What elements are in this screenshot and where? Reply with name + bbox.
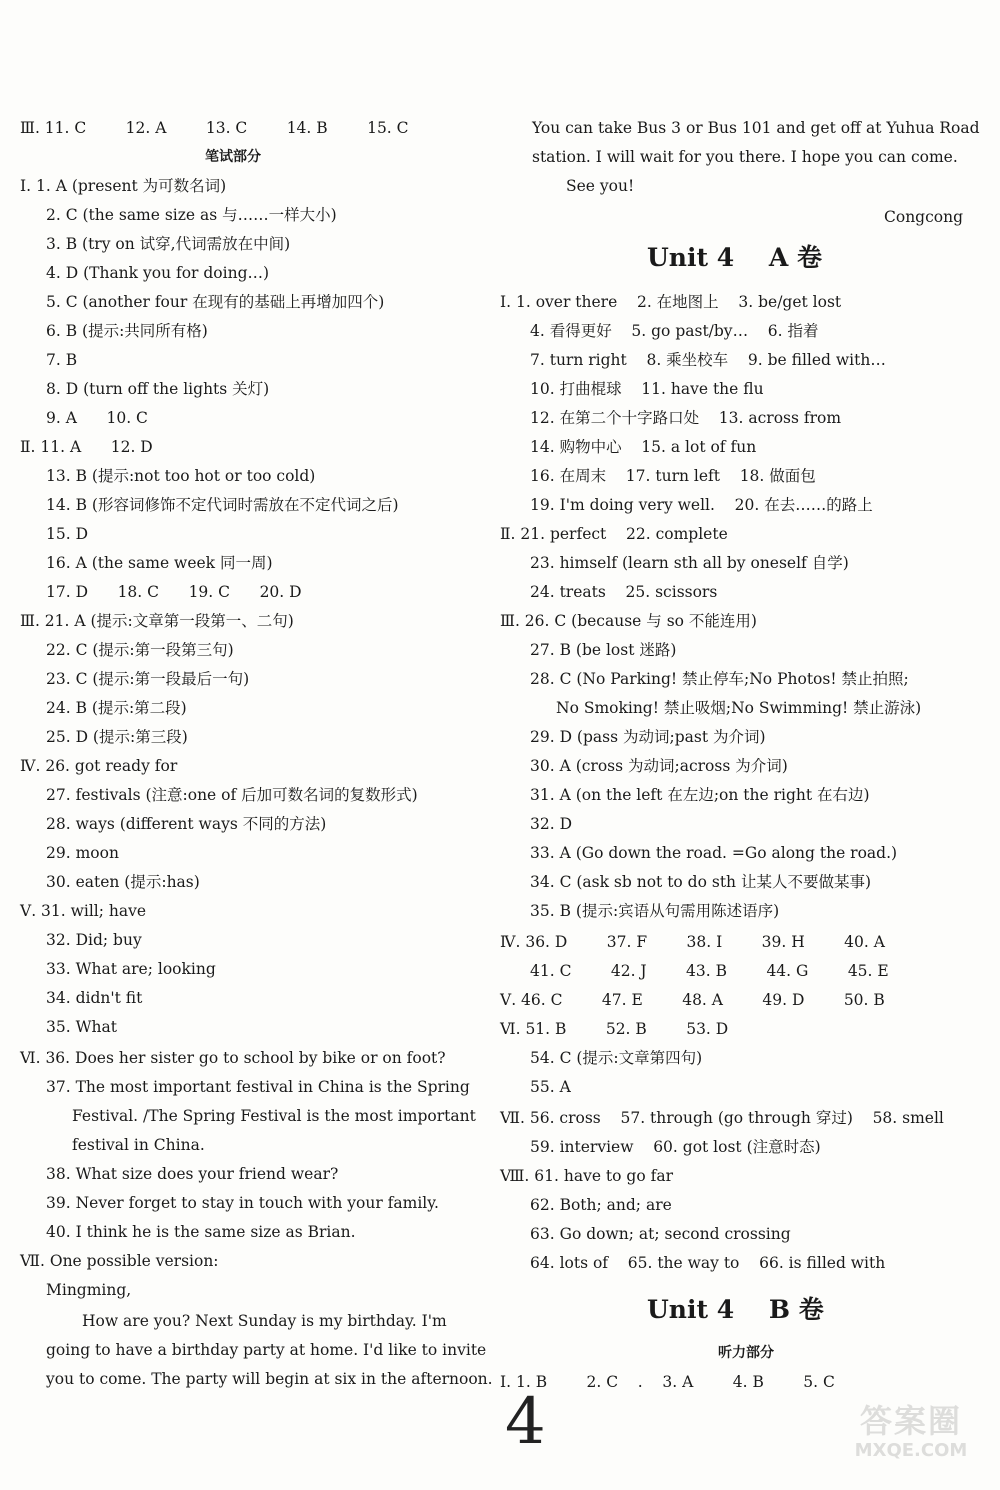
answer-line: 3. B (try on 试穿,代词需放在中间) <box>46 235 291 253</box>
answer-line: 28. C (No Parking! 禁止停车;No Photos! 禁止拍照; <box>530 670 909 688</box>
watermark-url: MXQE.COM <box>854 1440 968 1461</box>
unit-heading: Unit 4 B 卷 <box>647 1295 824 1324</box>
answer-line: 4. D (Thank you for doing…) <box>46 264 270 282</box>
answer-line: How are you? Next Sunday is my birthday. I'm <box>82 1312 447 1330</box>
answer-line: Ⅴ. 31. will; have <box>20 902 147 920</box>
answer-line: 27. festivals (注意:one of 后加可数名词的复数形式) <box>46 786 418 804</box>
answer-line: Ⅱ. 11. A 12. D <box>20 438 153 456</box>
answer-line: 10. 打曲棍球 11. have the flu <box>530 380 764 398</box>
answer-line: 12. 在第二个十字路口处 13. across from <box>530 409 842 427</box>
answer-line: 4. 看得更好 5. go past/by… 6. 指着 <box>530 322 819 340</box>
answer-line: Ⅷ. 61. have to go far <box>500 1167 673 1185</box>
answer-line: Ⅵ. 51. B 52. B 53. D <box>500 1020 729 1038</box>
answer-line: 35. B (提示:宾语从句需用陈述语序) <box>530 902 780 920</box>
answer-line: Ⅲ. 26. C (because 与 so 不能连用) <box>500 612 757 630</box>
answer-line: Ⅶ. One possible version: <box>20 1252 219 1270</box>
answer-line: Ⅶ. 56. cross 57. through (go through 穿过) 58. smell <box>500 1109 944 1127</box>
answer-line: Ⅲ. 21. A (提示:文章第一段第一、二句) <box>20 612 294 630</box>
answer-line: 5. C (another four 在现有的基础上再增加四个) <box>46 293 385 311</box>
answer-line: 63. Go down; at; second crossing <box>530 1225 791 1243</box>
answer-line: Ⅳ. 26. got ready for <box>20 757 178 775</box>
answer-line: Festival. /The Spring Festival is the most important <box>72 1107 476 1125</box>
answer-line: Ⅵ. 36. Does her sister go to school by bike or on foot? <box>20 1049 446 1067</box>
answer-line: Ⅴ. 46. C 47. E 48. A 49. D 50. B <box>500 991 885 1009</box>
unit-heading: Unit 4 A 卷 <box>647 243 823 272</box>
answer-line: 7. turn right 8. 乘坐校车 9. be filled with… <box>530 351 886 369</box>
answer-line: 19. I'm doing very well. 20. 在去……的路上 <box>530 496 873 514</box>
answer-line: Ⅲ. 11. C 12. A 13. C 14. B 15. C <box>20 119 409 137</box>
answer-line: 31. A (on the left 在左边;on the right 在右边) <box>530 786 870 804</box>
answer-line: 29. D (pass 为动词;past 为介词) <box>530 728 766 746</box>
section-heading: 听力部分 <box>718 1345 774 1361</box>
answer-line: Mingming, <box>46 1281 132 1299</box>
answer-line: 2. C (the same size as 与……一样大小) <box>46 206 337 224</box>
answer-line: 14. 购物中心 15. a lot of fun <box>530 438 757 456</box>
answer-line: 16. A (the same week 同一周) <box>46 554 273 572</box>
watermark <box>836 1402 986 1462</box>
answer-line: Ⅱ. 21. perfect 22. complete <box>500 525 728 543</box>
answer-line: 24. B (提示:第二段) <box>46 699 187 717</box>
answer-line: 27. B (be lost 迷路) <box>530 641 677 659</box>
answer-line: 30. eaten (提示:has) <box>46 873 200 891</box>
answer-line: 40. I think he is the same size as Brian. <box>46 1223 356 1241</box>
answer-line: you to come. The party will begin at six in the afternoon. <box>46 1370 493 1388</box>
answer-line: 37. The most important festival in China is the Spring <box>46 1078 470 1096</box>
answer-line: 59. interview 60. got lost (注意时态) <box>530 1138 821 1156</box>
answer-line: 28. ways (different ways 不同的方法) <box>46 815 327 833</box>
answer-line: 29. moon <box>46 844 119 862</box>
answer-line: 9. A 10. C <box>46 409 148 427</box>
answer-line: 32. Did; buy <box>46 931 142 949</box>
section-heading: 笔试部分 <box>205 149 261 165</box>
answer-line: Ⅰ. 1. B 2. C . 3. A 4. B 5. C <box>500 1373 835 1391</box>
answer-line: 15. D <box>46 525 89 543</box>
answer-line: 38. What size does your friend wear? <box>46 1165 339 1183</box>
answer-line: 33. What are; looking <box>46 960 216 978</box>
answer-line: 16. 在周末 17. turn left 18. 做面包 <box>530 467 816 485</box>
answer-line: going to have a birthday party at home. I'd like to invite <box>46 1341 487 1359</box>
answer-line: 30. A (cross 为动词;across 为介词) <box>530 757 788 775</box>
answer-line: Ⅳ. 36. D 37. F 38. I 39. H 40. A <box>500 933 885 951</box>
answer-line: 55. A <box>530 1078 571 1096</box>
answer-line: 23. himself (learn sth all by oneself 自学) <box>530 554 849 572</box>
answer-line: 14. B (形容词修饰不定代词时需放在不定代词之后) <box>46 496 399 514</box>
answer-line: 62. Both; and; are <box>530 1196 672 1214</box>
answer-line: 34. didn't fit <box>46 989 143 1007</box>
answer-line: 23. C (提示:第一段最后一句) <box>46 670 250 688</box>
answer-line: 25. D (提示:第三段) <box>46 728 188 746</box>
answer-line: See you! <box>566 177 635 195</box>
answer-line: 7. B <box>46 351 78 369</box>
answer-line: 64. lots of 65. the way to 66. is filled with <box>530 1254 886 1272</box>
answer-line: 8. D (turn off the lights 关灯) <box>46 380 270 398</box>
answer-line: 13. B (提示:not too hot or too cold) <box>46 467 316 485</box>
watermark-logo-text: 答案圈 <box>859 1402 962 1440</box>
answer-line: No Smoking! 禁止吸烟;No Swimming! 禁止游泳) <box>556 699 922 717</box>
answer-line: 41. C 42. J 43. B 44. G 45. E <box>530 962 889 980</box>
answer-line: 17. D 18. C 19. C 20. D <box>46 583 302 601</box>
answer-line: 6. B (提示:共同所有格) <box>46 322 208 340</box>
page-number: 4 <box>505 1385 546 1459</box>
answer-line: 34. C (ask sb not to do sth 让某人不要做某事) <box>530 873 872 891</box>
answer-line: Ⅰ. 1. over there 2. 在地图上 3. be/get lost <box>500 293 842 311</box>
answer-line: station. I will wait for you there. I hope you can come. <box>532 148 958 166</box>
answer-line: Ⅰ. 1. A (present 为可数名词) <box>20 177 227 195</box>
answer-line: 32. D <box>530 815 573 833</box>
answer-line: Congcong <box>884 208 964 226</box>
answer-line: 24. treats 25. scissors <box>530 583 718 601</box>
answer-line: festival in China. <box>72 1136 205 1154</box>
answer-line: 35. What <box>46 1018 117 1036</box>
answer-line: 54. C (提示:文章第四句) <box>530 1049 703 1067</box>
answer-line: You can take Bus 3 or Bus 101 and get off at Yuhua Road <box>532 119 980 137</box>
answer-line: 33. A (Go down the road. =Go along the road.) <box>530 844 898 862</box>
answer-line: 22. C (提示:第一段第三句) <box>46 641 234 659</box>
answer-line: 39. Never forget to stay in touch with your family. <box>46 1194 439 1212</box>
